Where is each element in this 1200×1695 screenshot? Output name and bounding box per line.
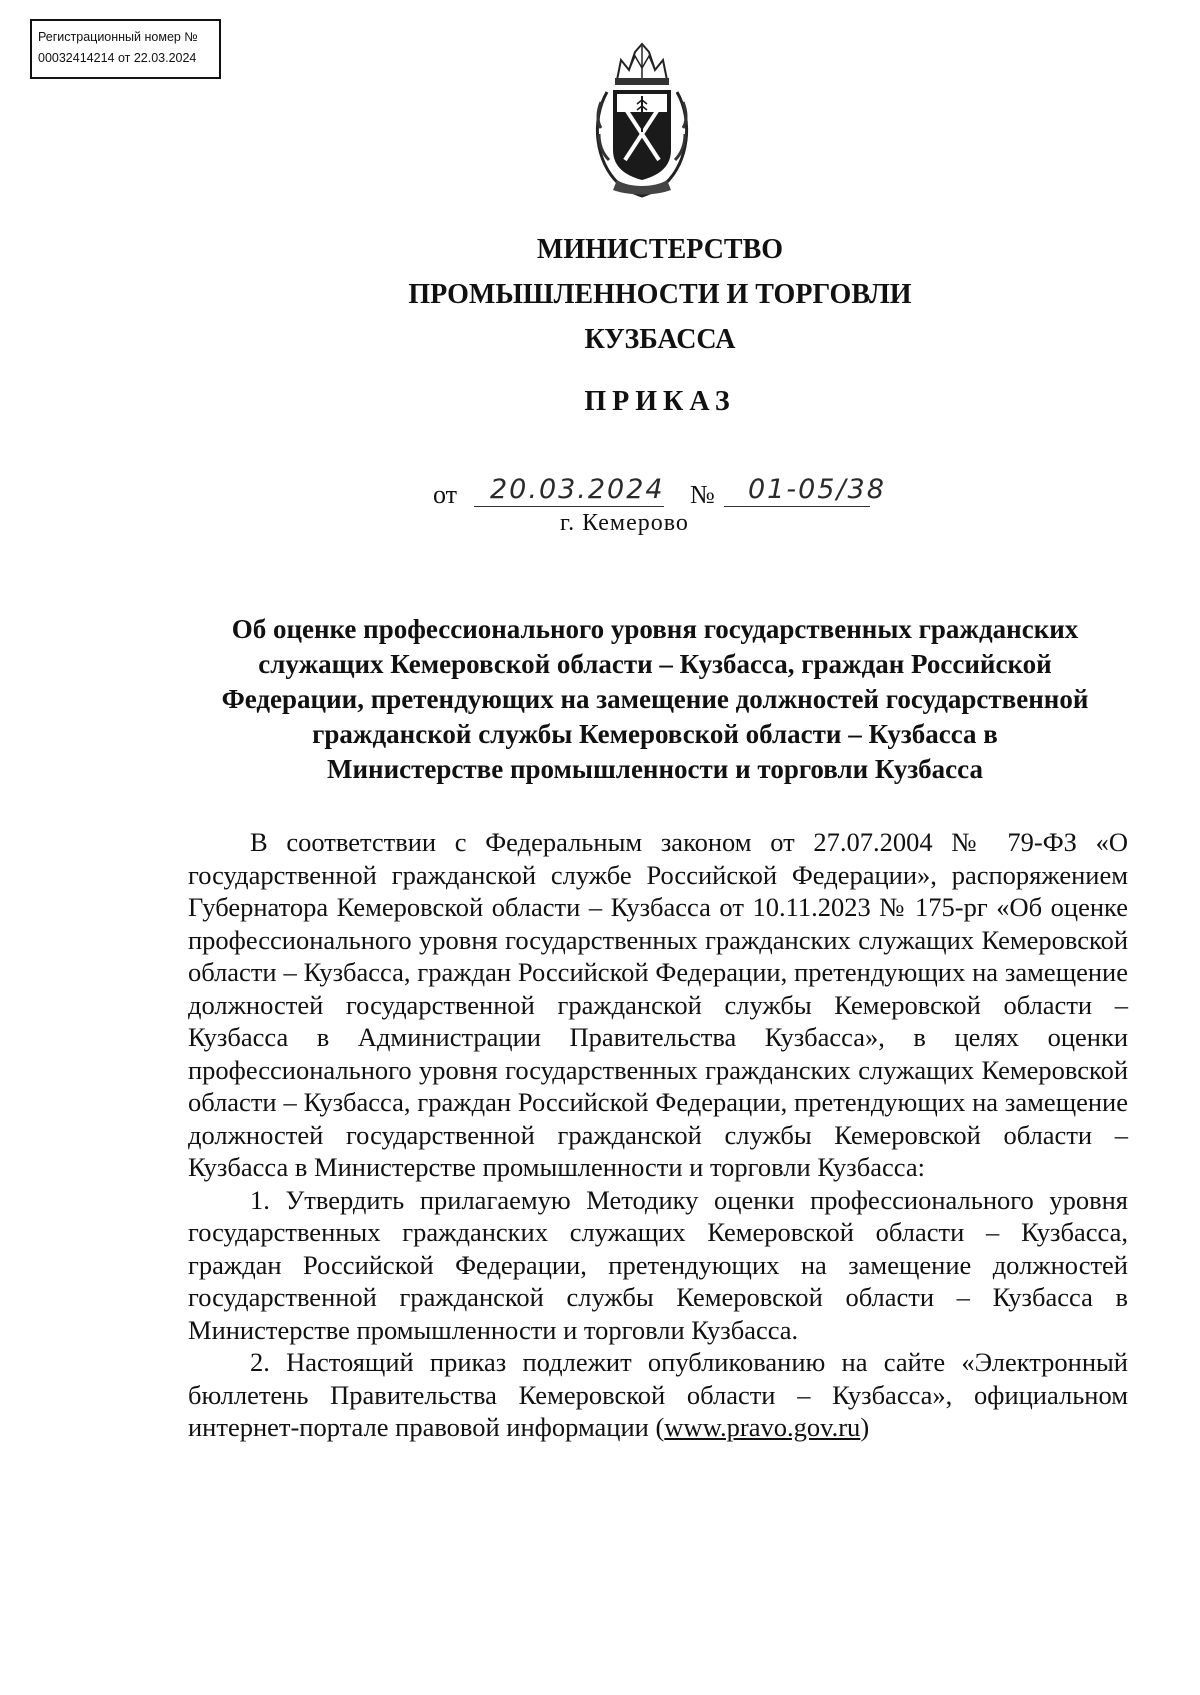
order-date: 20.03.2024: [490, 474, 665, 505]
kuzbass-coat-of-arms-emblem: [587, 42, 697, 200]
order-number: 01-05/38: [748, 474, 886, 505]
subject-line: служащих Кемеровской области – Кузбасса, граждан Российской: [258, 649, 1052, 679]
document-type: ПРИКАЗ: [584, 386, 736, 417]
date-label: от: [433, 480, 458, 509]
subject-line: Об оценке профессионального уровня государственных гражданских: [231, 614, 1079, 644]
organization-name: [300, 227, 1020, 362]
subject-line: гражданской службы Кемеровской области – Кузбасса в: [312, 719, 998, 749]
registration-line-2: 00032414214 от 22.03.2024: [38, 51, 197, 65]
registration-line-1: Регистрационный номер №: [38, 30, 198, 44]
date-underline: [474, 506, 664, 507]
subject-line: Министерстве промышленности и торговли Кузбасса: [327, 754, 983, 784]
city: г. Кемерово: [560, 510, 689, 536]
preamble-paragraph: В соответствии с Федеральным законом от 27.07.2004 № 79-ФЗ «О государственной гражданской службе Российской Федерации», распоряжением Губернатора Кемеровской области – Кузбасса от 10.11.2023 № 175-рг «Об оценке профессионального уровня государственных гражданских служащих Кемеровской области – Кузбасса, граждан Российской Федерации, претендующих на замещение должностей государственной гражданской службы Кемеровской области – Кузбасса в Администрации Правительства Кузбасса», в целях оценки профессионального уровня государственных гражданских служащих Кемеровской области – Кузбасса, граждан Российской Федерации, претендующих на замещение должностей государственной гражданской службы Кемеровской области – Кузбасса в Министерстве промышленности и торговли Кузбасса:: [188, 827, 1128, 1182]
order-body: [188, 826, 1128, 1444]
order-subject: [185, 612, 1125, 787]
item-2-end: ): [860, 1412, 870, 1442]
registration-stamp: [30, 19, 221, 79]
item-2-text: 2. Настоящий приказ подлежит опубликованию на сайте «Электронный бюллетень Правительства Кемеровской области – Кузбасса», официальном интернет-портале правовой информации (: [188, 1347, 1128, 1442]
organization-line-1: МИНИСТЕРСТВО: [536, 234, 784, 265]
pravo-gov-link[interactable]: www.pravo.gov.ru: [664, 1412, 861, 1442]
subject-line: Федерации, претендующих на замещение должностей государственной: [221, 684, 1089, 714]
organization-line-3: КУЗБАССА: [584, 324, 736, 355]
item-2-paragraph: [188, 1346, 1128, 1444]
organization-line-2: ПРОМЫШЛЕННОСТИ И ТОРГОВЛИ: [408, 279, 912, 310]
number-label: №: [690, 480, 715, 509]
item-1-paragraph: 1. Утвердить прилагаемую Методику оценки профессионального уровня государственных гражданских служащих Кемеровской области – Кузбасса, граждан Российской Федерации, претендующих на замещение должностей государственной гражданской службы Кемеровской области – Кузбасса в Министерстве промышленности и торговли Кузбасса.: [188, 1184, 1128, 1345]
number-underline: [724, 506, 870, 507]
